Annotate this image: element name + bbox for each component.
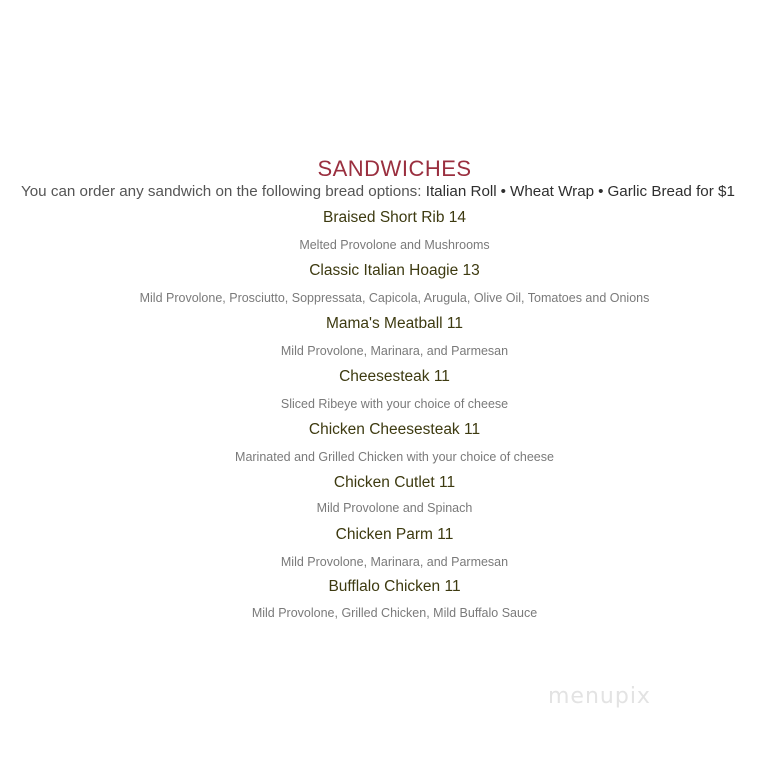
menu-item-description: Mild Provolone, Grilled Chicken, Mild Buffalo Sauce — [251, 606, 538, 620]
menu-item-description: Mild Provolone, Marinara, and Parmesan — [280, 344, 509, 358]
bullet-separator: • — [500, 183, 506, 200]
menu-item-description: Melted Provolone and Mushrooms — [299, 238, 490, 252]
menu-item-description: Mild Provolone, Marinara, and Parmesan — [280, 555, 509, 569]
bread-options-line — [21, 182, 735, 202]
watermark-logo: menupix — [548, 684, 651, 709]
bread-option-wheat-wrap: Wheat Wrap — [509, 183, 595, 200]
bullet-separator: • — [598, 183, 604, 200]
menu-section-title: SANDWICHES — [317, 156, 472, 181]
menu-item-name: Classic Italian Hoagie 13 — [309, 262, 480, 279]
bread-option-italian-roll: Italian Roll — [425, 183, 497, 200]
menu-item-description: Mild Provolone and Spinach — [316, 501, 473, 515]
bread-intro: You can order any sandwich on the following bread options: — [21, 183, 422, 200]
menu-item-name: Chicken Cutlet 11 — [333, 474, 456, 491]
menu-item-description: Mild Provolone, Prosciutto, Soppressata, Capicola, Arugula, Olive Oil, Tomatoes and Onions — [139, 291, 650, 305]
menu-item-description: Marinated and Grilled Chicken with your choice of cheese — [235, 450, 554, 464]
menu-item-name: Braised Short Rib 14 — [322, 209, 467, 226]
bread-option-garlic-bread: Garlic Bread for $1 — [607, 183, 735, 200]
menu-item-name: Bufflalo Chicken 11 — [328, 578, 461, 595]
menu-item-description: Sliced Ribeye with your choice of cheese — [280, 397, 509, 411]
menu-item-name: Cheesesteak 11 — [339, 368, 450, 385]
menu-item-name: Mama's Meatball 11 — [325, 315, 464, 332]
menu-item-name: Chicken Parm 11 — [335, 526, 454, 543]
menu-item-name: Chicken Cheesesteak 11 — [308, 421, 481, 438]
